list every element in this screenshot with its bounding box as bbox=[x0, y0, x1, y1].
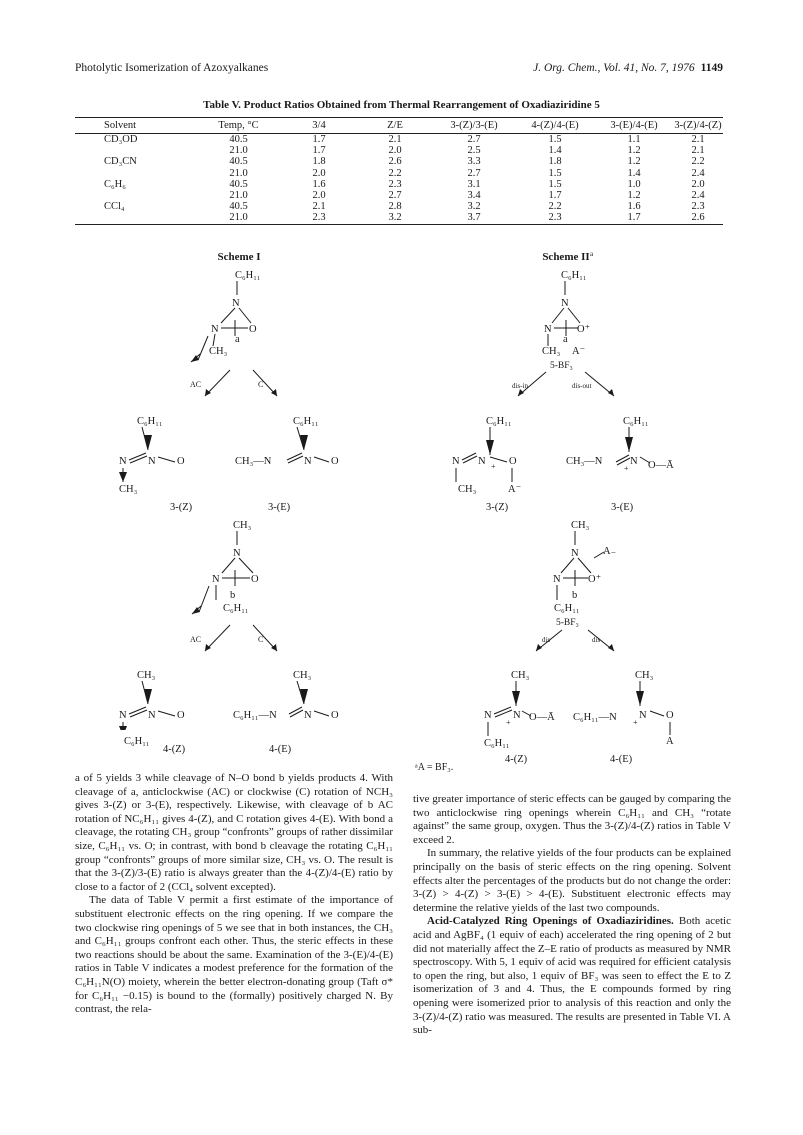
value-cell: 40.5 bbox=[229, 201, 248, 213]
value-cell: 1.6 bbox=[312, 178, 326, 190]
label-c6h11: C₆H₁₁ bbox=[561, 270, 587, 281]
charge-plus: + bbox=[491, 462, 496, 471]
atom-n: N bbox=[639, 710, 647, 721]
value-cell: 1.7 bbox=[312, 145, 326, 157]
label-ch3: CH₃ bbox=[119, 484, 138, 495]
label-a-minus: A⁻ bbox=[572, 346, 586, 357]
bond-label-b: b bbox=[230, 590, 236, 601]
journal-citation bbox=[533, 62, 723, 74]
label-dis: dis bbox=[542, 636, 551, 644]
label-ch3: CH₃ bbox=[458, 484, 477, 495]
paragraph bbox=[413, 915, 731, 1037]
atom-o: O bbox=[251, 574, 259, 585]
atom-n: N bbox=[513, 710, 521, 721]
atom-n: N bbox=[571, 548, 579, 559]
label-ch3: CH₃ bbox=[233, 520, 252, 531]
value-cell: 2.7 bbox=[388, 190, 402, 202]
label-c6h11: C₆H₁₁ bbox=[293, 416, 319, 427]
solvent-cell: CCl₄ bbox=[104, 201, 125, 213]
col-header: 3-(Z)/3-(E) bbox=[433, 118, 515, 134]
label-c6h11: C₆H₁₁ bbox=[554, 603, 580, 614]
value-cell: 2.2 bbox=[691, 156, 705, 168]
table-row bbox=[75, 145, 723, 156]
label-ac: AC bbox=[190, 380, 202, 389]
atom-n: N bbox=[211, 324, 219, 335]
paragraph: tive greater importance of steric effects can be gauged by comparing the two anticlockwise ring openings wherein C₆H₁₁ and CH₃ “rotate against” the same group, oxygen. Thus the 3-(Z)/4-(Z) ratios in Table V exceed 2. bbox=[413, 793, 731, 846]
value-cell: 40.5 bbox=[229, 156, 248, 168]
label-dis: dis bbox=[592, 636, 601, 644]
scheme-2-arrowheads bbox=[486, 389, 644, 706]
value-cell: 2.6 bbox=[691, 212, 705, 224]
product-ratio-table bbox=[75, 117, 723, 225]
value-cell: 2.3 bbox=[312, 212, 326, 224]
table-row bbox=[75, 134, 723, 146]
value-cell: 2.3 bbox=[691, 201, 705, 213]
value-cell: 1.2 bbox=[627, 190, 641, 202]
value-cell: 40.5 bbox=[229, 134, 248, 145]
value-cell: 2.0 bbox=[691, 178, 705, 190]
solvent-cell: C₆H₆ bbox=[104, 178, 126, 190]
product-3z: 3-(Z) bbox=[486, 502, 509, 513]
label-c6h11: C₆H₁₁ bbox=[235, 270, 261, 281]
label-c6h11: C₆H₁₁ bbox=[137, 416, 163, 427]
atom-oplus: O⁺ bbox=[577, 324, 591, 335]
value-cell: 2.0 bbox=[312, 190, 326, 202]
label-ac: AC bbox=[190, 635, 202, 644]
col-header: Temp, °C bbox=[196, 118, 281, 134]
atom-n: N bbox=[553, 574, 561, 585]
label-a-minus: A⁻ bbox=[508, 484, 522, 495]
label-ch3: CH₃ bbox=[209, 346, 228, 357]
value-cell: 2.1 bbox=[388, 134, 402, 145]
value-cell: 2.8 bbox=[388, 201, 402, 213]
charge-plus: + bbox=[506, 718, 511, 727]
label-o-a: O—Ā bbox=[529, 712, 555, 723]
atom-n: N bbox=[212, 574, 220, 585]
label-ch3: CH₃ bbox=[511, 670, 530, 681]
col-header: 3/4 bbox=[281, 118, 357, 134]
journal-name: J. Org. Chem., Vol. 41, No. 7, 1976 bbox=[533, 62, 695, 74]
solvent-cell bbox=[75, 190, 196, 201]
value-cell: 2.0 bbox=[388, 145, 402, 157]
label-ch3: CH₃ bbox=[635, 670, 654, 681]
label-a-sub: A₋ bbox=[603, 546, 617, 557]
value-cell: 3.4 bbox=[467, 190, 481, 202]
value-cell: 2.2 bbox=[388, 167, 402, 179]
value-cell: 3.2 bbox=[388, 212, 402, 224]
complex-5bf3: 5-BF₃ bbox=[550, 361, 573, 371]
col-header: Z/E bbox=[357, 118, 433, 134]
col-header: 4-(Z)/4-(E) bbox=[515, 118, 595, 134]
paragraph-text: Both acetic acid and AgBF₄ (1 equiv of each) accelerated the ring opening of 2 but did not materially affect the Z–E ratio of products as measured by NMR spectroscopy. With 5, 1 equiv of acid was required for efficient catalysis to open the ring, but also, 1 equiv of BF₃ was seen to effect the E to Z isomerization of 3 and 4. Thus, the E compounds formed by ring opening were isomerized prior to analysis of this reaction and only the 3-(Z)/4-(Z) ratio was measured. The results are presented in Table VI. A sub- bbox=[413, 915, 731, 1037]
solvent-cell bbox=[75, 145, 196, 156]
solvent-cell: CD₃OD bbox=[104, 134, 138, 145]
atom-n: N bbox=[630, 456, 638, 467]
atom-o: O bbox=[331, 456, 339, 467]
label-o-a: O—Ā bbox=[648, 460, 674, 471]
table-caption: Table V. Product Ratios Obtained from Thermal Rearrangement of Oxadiaziridine 5 bbox=[203, 99, 600, 111]
section-heading: Acid-Catalyzed Ring Openings of Oxadiaziridines. bbox=[427, 915, 674, 928]
col-header: 3-(E)/4-(E) bbox=[595, 118, 673, 134]
label-c6h11: C₆H₁₁ bbox=[223, 603, 249, 614]
paragraph: a of 5 yields 3 while cleavage of N–O bond b yields products 4. With cleavage of a, anticlockwise (AC) or clockwise (C) rotation of NCH₃ gives 3-(Z) or 3-(E), respectively. Likewise, with cleavage of b AC rotation of NC₆H₁₁ gives 4-(Z), and C rotation gives 4-(E). With bond a cleavage, the rotating CH₃ group “confronts” groups of rather dissimilar size, C₆H₁₁ vs. O; in contrast, with bond b cleavage the rotating C₆H₁₁ group “confronts” groups of more similar size, CH₃ vs. O. The result is that the 3-(Z)/3-(E) ratio is always greater than the 4-(Z)/4-(E) ratio by close to a factor of 2 (CCl₄ solvent excepted). bbox=[75, 772, 393, 893]
value-cell: 21.0 bbox=[229, 190, 248, 202]
charge-plus: + bbox=[624, 464, 629, 473]
product-4z: 4-(Z) bbox=[163, 744, 186, 755]
value-cell: 2.5 bbox=[467, 145, 481, 157]
value-cell: 1.2 bbox=[627, 145, 641, 157]
label-c6h11: C₆H₁₁ bbox=[124, 736, 150, 747]
product-3e: 3-(E) bbox=[611, 502, 634, 513]
product-3z: 3-(Z) bbox=[170, 502, 193, 513]
atom-n: N bbox=[452, 456, 460, 467]
value-cell: 1.5 bbox=[548, 178, 562, 190]
value-cell: 3.7 bbox=[467, 212, 481, 224]
label-dis-in: dis-in bbox=[512, 382, 528, 390]
label-dis-out: dis-out bbox=[572, 382, 592, 390]
value-cell: 1.8 bbox=[548, 156, 562, 168]
atom-n: N bbox=[148, 710, 156, 721]
scheme-2-drawing bbox=[418, 250, 758, 770]
value-cell: 21.0 bbox=[229, 145, 248, 157]
label-c6h11: C₆H₁₁ bbox=[486, 416, 512, 427]
value-cell: 2.1 bbox=[691, 134, 705, 145]
atom-n: N bbox=[484, 710, 492, 721]
atom-n: N bbox=[232, 298, 240, 309]
value-cell: 3.3 bbox=[467, 156, 481, 168]
value-cell: 2.3 bbox=[388, 178, 402, 190]
value-cell: 2.6 bbox=[388, 156, 402, 168]
value-cell: 1.2 bbox=[627, 156, 641, 168]
scheme-2-title-mark: a bbox=[590, 250, 594, 258]
solvent-cell bbox=[75, 168, 196, 179]
value-cell: 2.7 bbox=[467, 134, 481, 145]
value-cell: 2.4 bbox=[691, 190, 705, 202]
table-header-row bbox=[75, 118, 723, 134]
label-a: A bbox=[666, 736, 674, 747]
label-ch3: CH₃ bbox=[137, 670, 156, 681]
atom-n: N bbox=[119, 710, 127, 721]
atom-o: O bbox=[177, 456, 185, 467]
atom-o: O bbox=[509, 456, 517, 467]
value-cell: 2.7 bbox=[467, 167, 481, 179]
table-row bbox=[75, 168, 723, 179]
scheme-1-drawing bbox=[75, 250, 435, 730]
scheme-1-title: Scheme I bbox=[217, 251, 261, 263]
label-c6h11n: C₆H₁₁—N bbox=[233, 710, 277, 721]
value-cell: 1.0 bbox=[627, 178, 641, 190]
value-cell: 2.1 bbox=[691, 145, 705, 157]
charge-plus: + bbox=[633, 718, 638, 727]
atom-n: N bbox=[478, 456, 486, 467]
table-row bbox=[75, 212, 723, 223]
value-cell: 1.6 bbox=[627, 201, 641, 213]
label-c6h11: C₆H₁₁ bbox=[623, 416, 649, 427]
value-cell: 2.1 bbox=[312, 201, 326, 213]
value-cell: 21.0 bbox=[229, 212, 248, 224]
bond-label-b: b bbox=[572, 590, 578, 601]
solvent-cell bbox=[75, 212, 196, 223]
value-cell: 1.5 bbox=[548, 134, 562, 145]
complex-5bf3: 5-BF₃ bbox=[556, 618, 579, 628]
paragraph: The data of Table V permit a first estimate of the importance of substituent electronic effects on the ring opening. If we compare the two clockwise ring openings of 5 we see that in both instances, the CH₃ and C₆H₁₁ groups confront each other. Thus, the steric effects in these two reactions should be about the same. Examination of the 3-(E)/4-(E) ratios in Table V indicates a modest preference for the formation of the C₆H₁₁N(O) moiety, wherein the better electron-donating group (Taft σ* for C₆H₁₁ −0.15) is bound to the (formally) positively charged N. By contrast, the rela- bbox=[75, 894, 393, 1016]
bond-label-a: a bbox=[563, 334, 568, 345]
value-cell: 1.4 bbox=[627, 167, 641, 179]
product-3e: 3-(E) bbox=[268, 502, 291, 513]
scheme-2-title: Scheme II bbox=[542, 251, 590, 263]
atom-o: O bbox=[331, 710, 339, 721]
value-cell: 1.7 bbox=[548, 190, 562, 202]
value-cell: 40.5 bbox=[229, 178, 248, 190]
value-cell: 2.0 bbox=[312, 167, 326, 179]
value-cell: 1.4 bbox=[548, 145, 562, 157]
value-cell: 3.1 bbox=[467, 178, 481, 190]
right-column bbox=[413, 793, 731, 1038]
atom-n: N bbox=[119, 456, 127, 467]
paragraph: In summary, the relative yields of the four products can be explained principally on the basis of steric effects on the ring opening. Solvent effects alter the percentages of the products but do not change the order: 3-(Z) > 4-(Z) > 3-(E) > 4-(E). Substituent electronic effects may determine the relative yields of the last two compounds. bbox=[413, 847, 731, 914]
value-cell: 1.7 bbox=[312, 134, 326, 145]
label-ch3n: CH₃—N bbox=[235, 456, 272, 467]
solvent-cell: CD₃CN bbox=[104, 156, 137, 168]
table-row bbox=[75, 156, 723, 167]
atom-o: O bbox=[249, 324, 257, 335]
atom-oplus: O⁺ bbox=[588, 574, 602, 585]
value-cell: 1.8 bbox=[312, 156, 326, 168]
atom-n: N bbox=[304, 456, 312, 467]
value-cell: 1.1 bbox=[627, 134, 641, 145]
atom-o: O bbox=[177, 710, 185, 721]
label-c: C bbox=[258, 635, 264, 644]
value-cell: 1.5 bbox=[548, 167, 562, 179]
left-column bbox=[75, 772, 393, 1017]
label-ch3: CH₃ bbox=[542, 346, 561, 357]
value-cell: 1.7 bbox=[627, 212, 641, 224]
col-header: Solvent bbox=[75, 118, 196, 134]
atom-o: O bbox=[666, 710, 674, 721]
label-c: C bbox=[258, 380, 264, 389]
value-cell: 2.3 bbox=[548, 212, 562, 224]
value-cell: 2.2 bbox=[548, 201, 562, 213]
atom-n: N bbox=[544, 324, 552, 335]
table-row bbox=[75, 179, 723, 190]
scheme-footnote: ᵃA = BF₃. bbox=[415, 762, 454, 773]
label-ch3: CH₃ bbox=[571, 520, 590, 531]
table-row bbox=[75, 201, 723, 212]
label-ch3n: CH₃—N bbox=[566, 456, 603, 467]
bond-label-a: a bbox=[235, 334, 240, 345]
product-4e: 4-(E) bbox=[610, 754, 633, 765]
atom-n: N bbox=[233, 548, 241, 559]
value-cell: 21.0 bbox=[229, 167, 248, 179]
col-header: 3-(Z)/4-(Z) bbox=[673, 118, 723, 134]
page-number: 1149 bbox=[700, 62, 723, 74]
atom-n: N bbox=[561, 298, 569, 309]
value-cell: 2.4 bbox=[691, 167, 705, 179]
label-c6h11n: C₆H₁₁—N bbox=[573, 712, 617, 723]
product-4e: 4-(E) bbox=[269, 744, 292, 755]
atom-n: N bbox=[148, 456, 156, 467]
value-cell: 3.2 bbox=[467, 201, 481, 213]
label-ch3: CH₃ bbox=[293, 670, 312, 681]
running-title: Photolytic Isomerization of Azoxyalkanes bbox=[75, 62, 269, 74]
label-c6h11: C₆H₁₁ bbox=[484, 738, 510, 749]
table-row bbox=[75, 190, 723, 201]
atom-n: N bbox=[304, 710, 312, 721]
product-4z: 4-(Z) bbox=[505, 754, 528, 765]
